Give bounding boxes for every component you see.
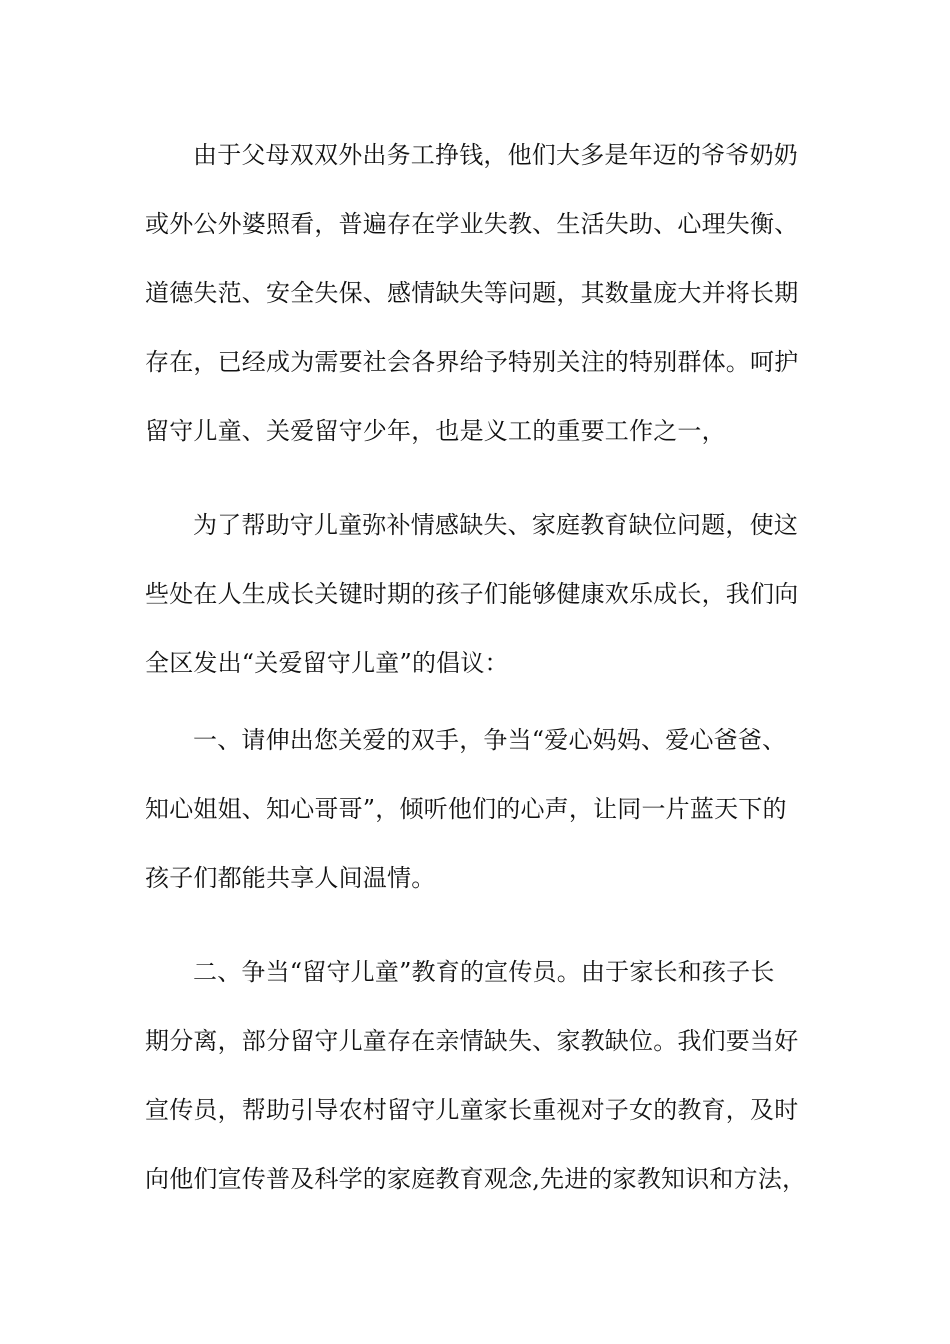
text-line: 些处在人生成长关键时期的孩子们能够健康欢乐成长，我们向 bbox=[145, 580, 799, 608]
text-line: 知心姐姐、知心哥哥”，倾听他们的心声，让同一片蓝天下的 bbox=[145, 795, 787, 823]
text-line: 二、争当“留守儿童”教育的宣传员。由于家长和孩子长 bbox=[193, 958, 775, 986]
text-line: 由于父母双双外出务工挣钱，他们大多是年迈的爷爷奶奶 bbox=[193, 141, 798, 169]
text-line: 孩子们都能共享人间温情。 bbox=[145, 864, 436, 892]
text-line: 存在，已经成为需要社会各界给予特别关注的特别群体。呵护 bbox=[145, 348, 799, 376]
text-line: 留守儿童、关爱留守少年，也是义工的重要工作之一， bbox=[145, 417, 726, 445]
text-line: 期分离，部分留守儿童存在亲情缺失、家教缺位。我们要当好 bbox=[145, 1027, 799, 1055]
text-line: 一、请伸出您关爱的双手，争当“爱心妈妈、爱心爸爸、 bbox=[193, 726, 787, 754]
text-line: 为了帮助守儿童弥补情感缺失、家庭教育缺位问题，使这 bbox=[193, 511, 798, 539]
text-line: 宣传员，帮助引导农村留守儿童家长重视对子女的教育，及时 bbox=[145, 1096, 799, 1124]
text-line: 向他们宣传普及科学的家庭教育观念,先进的家教知识和方法， bbox=[145, 1165, 807, 1193]
text-line: 全区发出“关爱留守儿童”的倡议： bbox=[145, 649, 509, 677]
text-line: 道德失范、安全失保、感情缺失等问题，其数量庞大并将长期 bbox=[145, 279, 799, 307]
text-line: 或外公外婆照看，普遍存在学业失教、生活失助、心理失衡、 bbox=[145, 210, 799, 238]
